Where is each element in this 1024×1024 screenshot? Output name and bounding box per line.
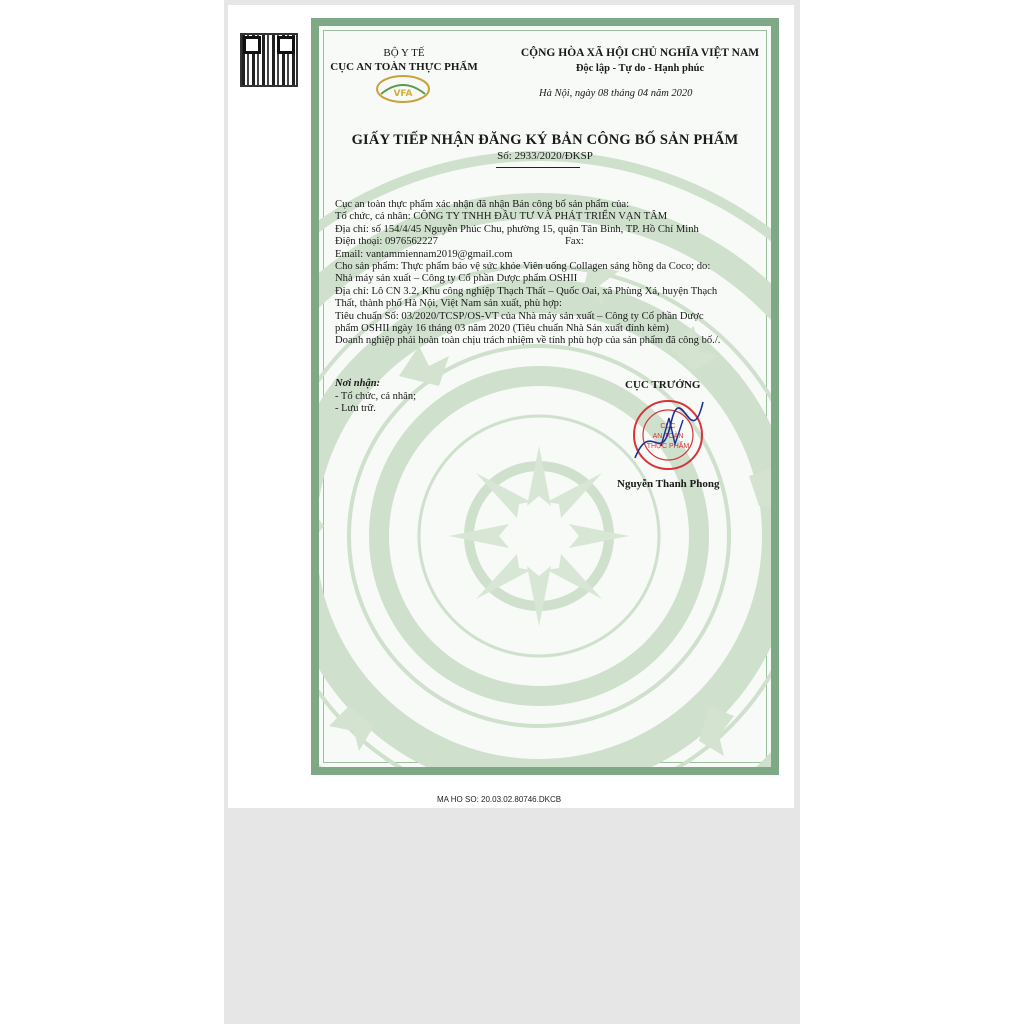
recipients-heading: Nơi nhận: [335,378,381,389]
body-line: Email: vantammiennam2019@gmail.com [335,248,513,260]
official-stamp [631,398,705,472]
svg-text:CỤC: CỤC [660,423,676,430]
body-line: Cục an toàn thực phẩm xác nhận đã nhận Bản công bố sản phẩm của: [335,199,630,210]
body-line: phẩm OSHII ngày 16 tháng 03 năm 2020 (Tiêu chuẩn Nhà Sản xuất đính kèm) [335,323,669,335]
body-line: Nhà máy sản xuất – Công ty Cổ phần Dược phẩm OSHII [335,273,578,285]
recipient-item: - Lưu trữ. [335,403,376,414]
signer-name: Nguyễn Thanh Phong [617,478,720,490]
issue-date: Hà Nội, ngày 08 tháng 04 năm 2020 [539,88,693,99]
agency-name: CỤC AN TOÀN THỰC PHẨM [330,61,478,73]
certificate-frame [311,18,779,775]
ministry-name: BỘ Y TẾ [383,47,425,59]
document-number: Số: 2933/2020/ĐKSP [497,150,593,162]
svg-text:AN TOÀN: AN TOÀN [652,433,684,440]
body-line: Địa chỉ: số 154/4/45 Nguyễn Phúc Chu, phường 15, quận Tân Bình, TP. Hồ Chí Minh [335,223,699,235]
country-header [505,46,775,76]
body-line: Doanh nghiệp phải hoàn toàn chịu trách nhiệm về tính phù hợp của sản phẩm đã công bố./. [335,335,721,347]
national-motto: Độc lập - Tự do - Hạnh phúc [575,63,705,74]
body-line: Tiêu chuẩn Số: 03/2020/TCSP/OS-VT của Nhà máy sản xuất – Công ty Cổ phần Dược [335,310,704,322]
vfa-logo [375,74,431,104]
signer-title: CỤC TRƯỞNG [625,379,701,391]
logo-text: VFA [393,89,413,99]
issuer-header [319,46,489,74]
title-underline [496,167,580,168]
body-line: Địa chỉ: Lô CN 3.2, Khu công nghiệp Thạch Thất – Quốc Oai, xã Phùng Xá, huyện Thạch [335,285,718,297]
recipient-item: - Tổ chức, cá nhân; [335,390,417,402]
svg-text:THỰC PHẨM: THỰC PHẨM [646,443,690,450]
body-line: Tổ chức, cá nhân: CÔNG TY TNHH ĐẦU TƯ VÀ PHÁT TRIỂN VẠN TÂM [335,211,668,223]
body-line: Điện thoại: 0976562227 [335,236,438,248]
recipients-block [335,378,416,416]
body-line: Cho sản phẩm: Thực phẩm bảo vệ sức khỏe Viên uống Collagen sáng hồng da Coco; do: [335,261,711,273]
fax-label: Fax: [565,236,584,248]
dossier-code: MA HO SO: 20.03.02.80746.DKCB [437,795,562,804]
document-body [335,199,720,348]
country-name: CỘNG HÒA XÃ HỘI CHỦ NGHĨA VIỆT NAM [520,47,760,59]
qr-code [242,35,296,85]
document-title: GIẤY TIẾP NHẬN ĐĂNG KÝ BẢN CÔNG BỐ SẢN PHẨM [351,132,739,148]
body-line: Thất, thành phố Hà Nội, Việt Nam sản xuất, phù hợp: [335,298,562,310]
